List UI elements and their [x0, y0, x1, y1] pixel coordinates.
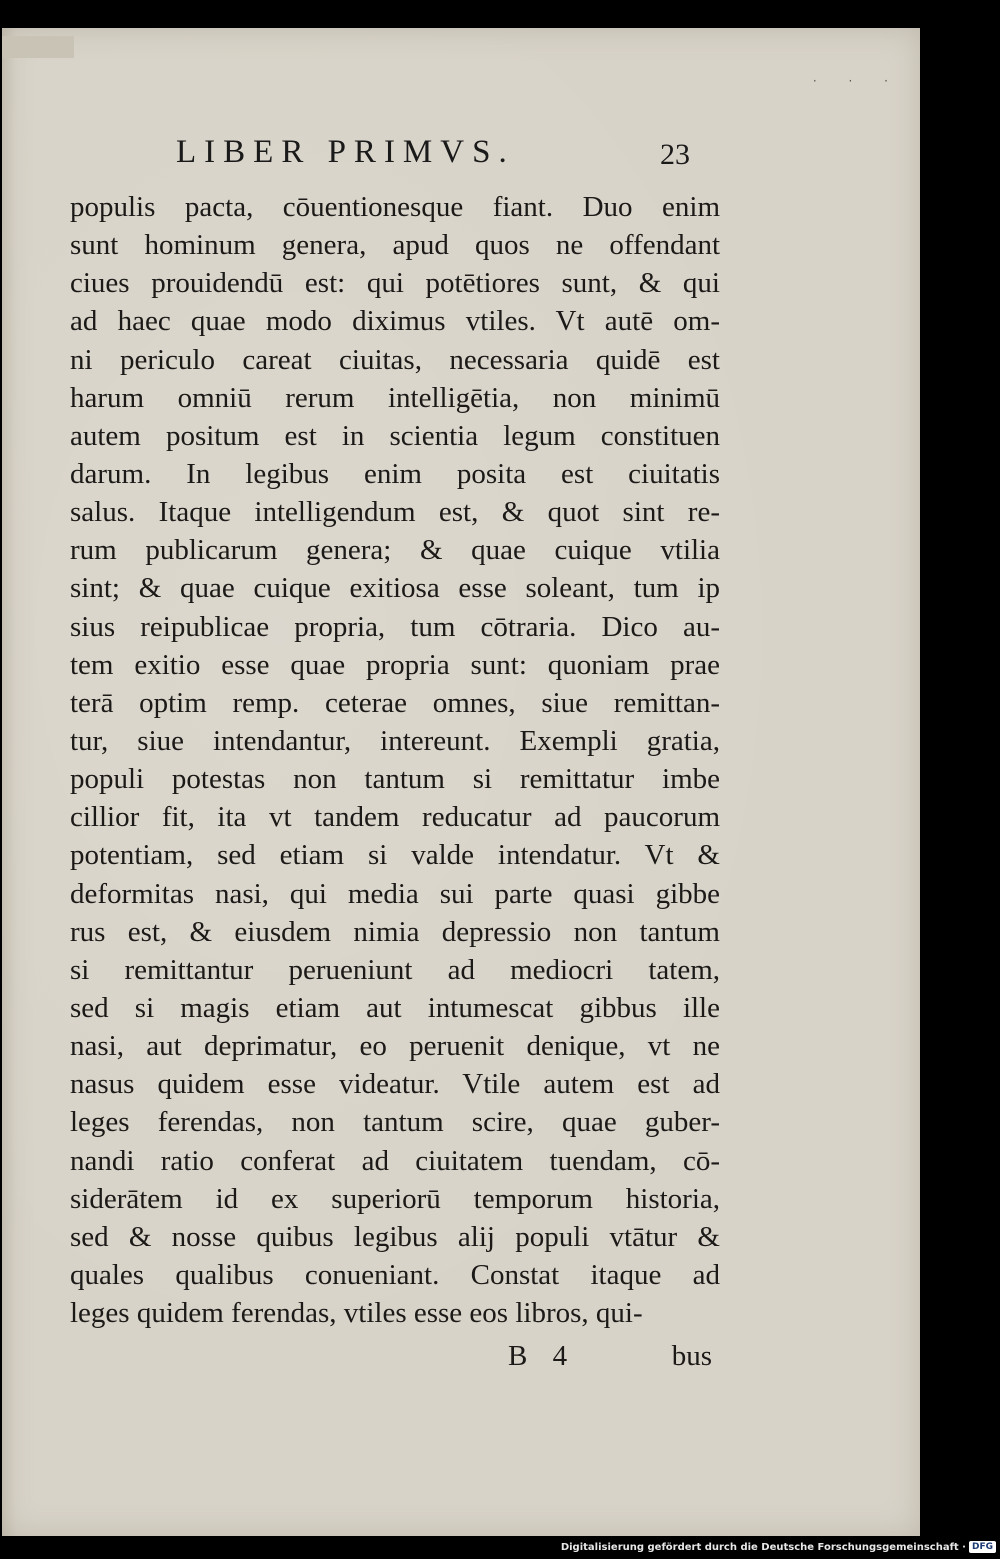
catchword: bus — [671, 1340, 712, 1372]
text-line: sint; & quae cuique exitiosa esse soleant, tum ip — [70, 572, 720, 605]
dfg-logo: DFG — [969, 1541, 996, 1553]
text-line: rus est, & eiusdem nimia depressio non tantum — [70, 915, 720, 948]
text-line: leges quidem ferendas, vtiles esse eos libros, qui- — [70, 1297, 643, 1330]
text-line: ad haec quae modo diximus vtiles. Vt autē om- — [70, 305, 720, 338]
page-footer — [70, 1340, 720, 1380]
text-line: siderātem id ex superiorū temporum historia, — [70, 1182, 720, 1215]
text-line: ciues prouidendū est: qui potētiores sunt, & qui — [70, 267, 720, 300]
text-line: tur, siue intendantur, intereunt. Exempli gratia, — [70, 724, 720, 757]
credit-text: Digitalisierung gefördert durch die Deutsche Forschungsgemeinschaft · — [560, 1542, 966, 1553]
text-line: nasi, aut deprimatur, eo peruenit denique, vt ne — [70, 1030, 720, 1063]
edge-marks: · · · — [812, 74, 902, 88]
text-line: nasus quidem esse videatur. Vtile autem est ad — [70, 1068, 720, 1101]
page-number: 23 — [660, 138, 690, 171]
text-line: sed si magis etiam aut intumescat gibbus ille — [70, 991, 720, 1024]
text-line: quales qualibus conueniant. Constat itaque ad — [70, 1258, 720, 1291]
text-line: cillior fit, ita vt tandem reducatur ad paucorum — [70, 801, 720, 834]
text-line: harum omniū rerum intelligētia, non minimū — [70, 381, 720, 414]
text-line: deformitas nasi, qui media sui parte quasi gibbe — [70, 877, 720, 910]
page-header — [70, 108, 720, 171]
text-line: sius reipublicae propria, tum cōtraria. Dico au- — [70, 610, 720, 643]
text-line: salus. Itaque intelligendum est, & quot sint re- — [70, 496, 720, 529]
signature-mark: B 4 — [508, 1340, 568, 1372]
text-line: populis pacta, cōuentionesque fiant. Duo enim — [70, 191, 720, 223]
text-line: nandi ratio conferat ad ciuitatem tuendam, cō- — [70, 1144, 720, 1177]
text-line: rum publicarum genera; & quae cuique vtilia — [70, 534, 720, 567]
text-line: potentiam, sed etiam si valde intendatur. Vt & — [70, 839, 720, 872]
book-page — [2, 28, 920, 1536]
text-line: leges ferendas, non tantum scire, quae guber- — [70, 1106, 720, 1139]
text-line: ni periculo careat ciuitas, necessaria quidē est — [70, 343, 720, 376]
text-line: tem exitio esse quae propria sunt: quoniam prae — [70, 648, 720, 681]
text-line: sed & nosse quibus legibus alij populi vtātur & — [70, 1220, 720, 1253]
text-line: si remittantur perueniunt ad mediocri tatem, — [70, 953, 720, 986]
page-tab — [2, 36, 74, 58]
text-line: darum. In legibus enim posita est ciuitatis — [70, 457, 720, 490]
digitization-credit — [561, 1541, 996, 1555]
text-line: sunt hominum genera, apud quos ne offendant — [70, 229, 720, 262]
text-line: terā optim remp. ceterae omnes, siue remittan- — [70, 686, 720, 719]
body-text — [70, 188, 720, 1332]
running-title: LIBER PRIMVS. — [176, 134, 515, 170]
text-line: populi potestas non tantum si remittatur imbe — [70, 763, 720, 796]
text-line: autem positum est in scientia legum constituen — [70, 419, 720, 452]
